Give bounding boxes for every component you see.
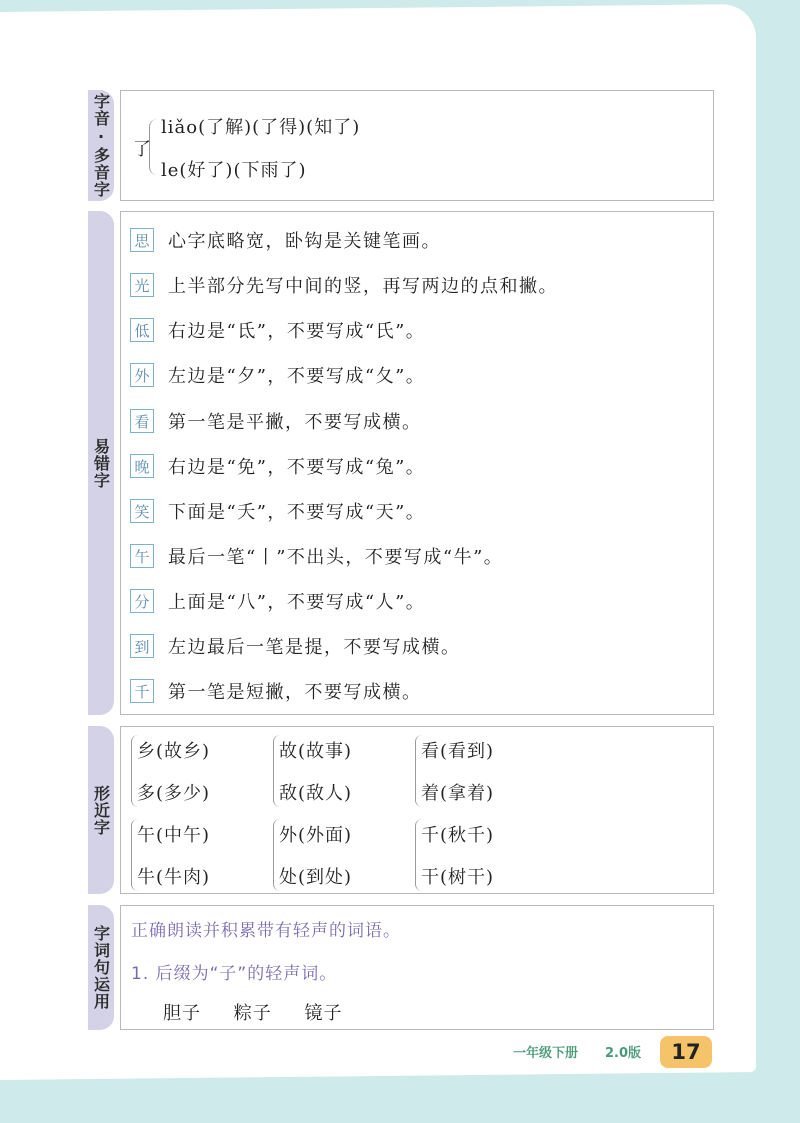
error-char-box: 光 xyxy=(130,273,154,297)
polyphone-tab xyxy=(88,90,114,201)
pair-word-top: 乡(故乡) xyxy=(137,741,211,762)
error-note: 下面是“夭”，不要写成“天”。 xyxy=(168,502,426,523)
similar-chars-section xyxy=(88,726,714,894)
error-char-box: 思 xyxy=(130,228,154,252)
error-char-box: 低 xyxy=(130,318,154,342)
polyphone-brace xyxy=(149,119,158,175)
error-char-box: 看 xyxy=(130,409,154,433)
error-char-box: 外 xyxy=(130,363,154,387)
error-prone-tab xyxy=(88,211,114,715)
similar-chars-tab xyxy=(88,726,114,894)
word-usage-box xyxy=(120,905,714,1030)
word-usage-section xyxy=(88,905,714,1030)
error-char-box: 晚 xyxy=(130,454,154,478)
char-pair xyxy=(415,815,545,895)
polyphone-char: 了 xyxy=(133,139,151,160)
error-note: 左边是“夕”，不要写成“夂”。 xyxy=(168,366,426,387)
error-prone-section xyxy=(88,211,714,715)
error-item xyxy=(130,360,425,390)
polyphone-reading-1: liǎo(了解)(了得)(知了) xyxy=(161,117,361,138)
book-name: 一年级下册 xyxy=(513,1046,579,1061)
error-note: 最后一笔“丨”不出头，不要写成“牛”。 xyxy=(168,547,504,568)
error-item xyxy=(130,541,503,571)
usage-word-list xyxy=(163,999,368,1025)
pair-word-bottom: 处(到处) xyxy=(279,867,353,888)
error-note: 上面是“八”，不要写成“人”。 xyxy=(168,592,426,613)
polyphone-section xyxy=(88,90,714,201)
error-item xyxy=(130,586,425,616)
error-item xyxy=(130,631,461,661)
error-prone-tab-label: 易错字 xyxy=(91,437,111,489)
pair-word-bottom: 牛(牛肉) xyxy=(137,867,211,888)
usage-subheading: 1. 后缀为“子”的轻声词。 xyxy=(131,964,338,984)
char-pair xyxy=(131,815,261,895)
similar-chars-tab-label: 形近字 xyxy=(91,784,111,836)
usage-instruction: 正确朗读并积累带有轻声的词语。 xyxy=(131,921,401,941)
error-char-box: 分 xyxy=(130,589,154,613)
error-note: 左边最后一笔是提，不要写成横。 xyxy=(168,637,461,658)
char-pair xyxy=(131,731,261,811)
usage-word: 镜子 xyxy=(304,1003,343,1024)
error-char-box: 笑 xyxy=(130,499,154,523)
error-prone-box xyxy=(120,211,714,715)
error-item xyxy=(130,270,558,300)
error-note: 心字底略宽，卧钩是关键笔画。 xyxy=(168,231,441,252)
error-char-box: 千 xyxy=(130,679,154,703)
error-note: 第一笔是平撇，不要写成横。 xyxy=(168,412,422,433)
pair-word-bottom: 着(拿着) xyxy=(421,783,495,804)
pair-word-top: 看(看到) xyxy=(421,741,495,762)
book-version: 2.0版 xyxy=(605,1046,642,1061)
similar-chars-box xyxy=(120,726,714,894)
pair-word-top: 故(故事) xyxy=(279,741,353,762)
error-note: 右边是“氐”，不要写成“氏”。 xyxy=(168,321,426,342)
word-usage-tab-label: 字词句运用 xyxy=(91,925,111,1010)
pair-word-bottom: 敌(敌人) xyxy=(279,783,353,804)
error-note: 上半部分先写中间的竖，再写两边的点和撇。 xyxy=(168,276,558,297)
error-item xyxy=(130,676,422,706)
error-note: 右边是“免”，不要写成“兔”。 xyxy=(168,457,426,478)
error-item xyxy=(130,451,425,481)
word-usage-tab xyxy=(88,905,114,1030)
error-item xyxy=(130,315,425,345)
usage-word: 粽子 xyxy=(233,1003,272,1024)
pair-word-bottom: 多(多少) xyxy=(137,783,211,804)
pair-word-bottom: 干(树干) xyxy=(421,867,495,888)
polyphone-box xyxy=(120,90,714,201)
char-pair xyxy=(273,731,403,811)
usage-word: 胆子 xyxy=(163,1003,201,1024)
pair-word-top: 外(外面) xyxy=(279,825,353,846)
error-item xyxy=(130,225,441,255)
error-char-box: 午 xyxy=(130,544,154,568)
page-number: 17 xyxy=(660,1036,712,1068)
polyphone-tab-label: 字音·多音字 xyxy=(91,93,111,198)
error-item xyxy=(130,406,422,436)
error-note: 第一笔是短撇，不要写成横。 xyxy=(168,682,422,703)
pair-word-top: 千(秋千) xyxy=(421,825,495,846)
pair-word-top: 午(中午) xyxy=(137,825,211,846)
error-item xyxy=(130,496,425,526)
char-pair xyxy=(415,731,545,811)
char-pair xyxy=(273,815,403,895)
error-char-box: 到 xyxy=(130,634,154,658)
polyphone-reading-2: le(好了)(下雨了) xyxy=(161,160,307,181)
